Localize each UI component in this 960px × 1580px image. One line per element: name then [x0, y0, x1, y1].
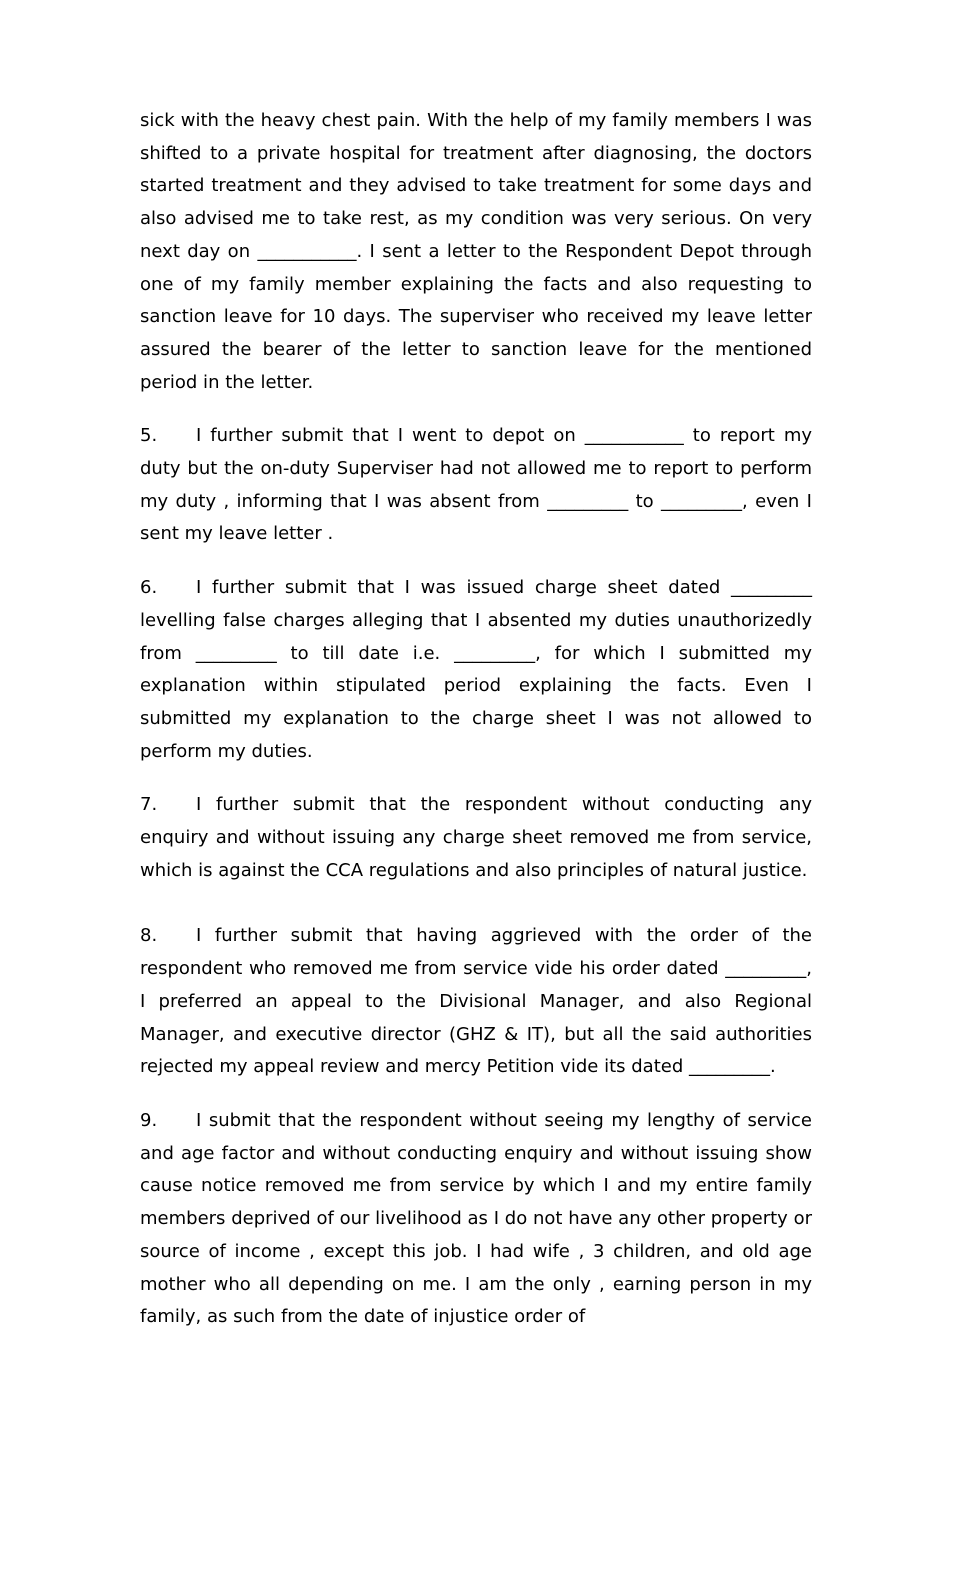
paragraph-text: I further submit that I was issued charge sheet dated _________ levelling false charges alleging that I absented my duties unauthorizedly from _________ to till date i.e. _________, for which I submitted my explanation within stipulated period explaining the facts. Even I submitted my explanation to the charge sheet I was not allowed to perform my duties.	[140, 577, 812, 762]
paragraph-continuation	[140, 105, 812, 399]
paragraph-number: 9.	[140, 1109, 158, 1131]
paragraph-text: I submit that the respondent without seeing my lengthy of service and age factor and without conducting enquiry and without issuing show cause notice removed me from service by which I and my entire family members deprived of our livelihood as I do not have any other property or source of income , except this job. I had wife , 3 children, and old age mother who all depending on me. I am the only , earning person in my family, as such from the date of injustice order of	[140, 1109, 812, 1328]
paragraph-5	[140, 420, 812, 551]
paragraph-text: I further submit that I went to depot on ___________ to report my duty but the on-duty Superviser had not allowed me to report to perform my duty , informing that I was absent from _________ to _________, even I sent my leave letter .	[140, 425, 812, 545]
paragraph-text: sick with the heavy chest pain. With the help of my family members I was shifted to a private hospital for treatment after diagnosing, the doctors started treatment and they advised to take treatment for some days and also advised me to take rest, as my condition was very serious. On very next day on ___________. I sent a letter to the Respondent Depot through one of my family member explaining the facts and also requesting to sanction leave for 10 days. The superviser who received my leave letter assured the bearer of the letter to sanction leave for the mentioned period in the letter.	[140, 110, 812, 393]
paragraph-number: 8.	[140, 925, 158, 947]
paragraph-8	[140, 920, 812, 1084]
paragraph-number: 6.	[140, 577, 158, 599]
paragraph-9	[140, 1105, 812, 1334]
paragraph-number: 7.	[140, 794, 158, 816]
paragraph-text: I further submit that the respondent without conducting any enquiry and without issuing any charge sheet removed me from service, which is against the CCA regulations and also principles of natural justice.	[140, 794, 812, 881]
paragraph-6	[140, 572, 812, 768]
document-page	[140, 105, 812, 1334]
paragraph-7	[140, 789, 812, 887]
paragraph-text: I further submit that having aggrieved with the order of the respondent who removed me from service vide his order dated _________, I preferred an appeal to the Divisional Manager, and also Regional Manager, and executive director (GHZ & IT), but all the said authorities rejected my appeal review and mercy Petition vide its dated _________.	[140, 925, 812, 1078]
paragraph-number: 5.	[140, 425, 158, 447]
